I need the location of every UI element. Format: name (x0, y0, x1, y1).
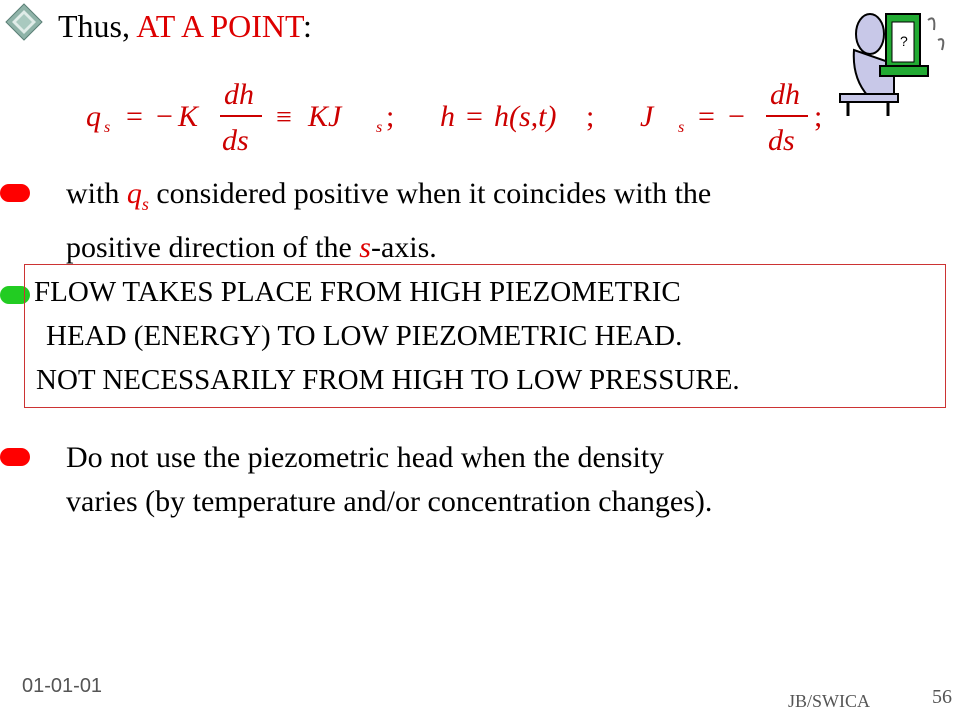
bullet-3-line-2: varies (by temperature and/or concentration changes). (66, 485, 713, 518)
eq-J: J (640, 100, 654, 133)
title-highlight: AT A POINT (136, 8, 303, 44)
eq-ds-2: ds (768, 124, 795, 157)
eq-K: K (178, 100, 199, 133)
person-at-computer-icon (824, 0, 960, 118)
eq-equiv: ≡ (276, 102, 292, 133)
eq-semicolon-2: ; (586, 100, 595, 133)
red-bullet-icon (0, 448, 30, 466)
eq-minus-1: − (156, 100, 173, 133)
bullet-1-text (66, 172, 711, 270)
bullet-3-line-1: Do not use the piezometric head when the density (66, 441, 665, 474)
svg-text:?: ? (900, 33, 908, 49)
title-suffix: : (302, 8, 312, 44)
eq-equals-3: = (698, 100, 715, 133)
eq-semicolon-1: ; (386, 100, 395, 133)
eq-J-sub-1: s (376, 119, 383, 136)
eq-h: h (440, 100, 455, 133)
bullet-1-line-2: positive direction of the s-axis. (66, 231, 437, 264)
eq-KJ: KJ (308, 100, 342, 133)
eq-J-sub-2: s (678, 119, 685, 136)
flux-equation (80, 74, 840, 160)
eq-minus-2: − (728, 100, 745, 133)
eq-semicolon-3: ; (814, 100, 823, 133)
footer-org: JB/SWICA (788, 691, 871, 711)
eq-dh-2: dh (770, 78, 800, 111)
flow-line-1: FLOW TAKES PLACE FROM HIGH PIEZOMETRIC (34, 276, 681, 308)
bullet-1-line-1: with $q_s$ considered positive when it coincides with the (66, 177, 712, 214)
eq-dh-1: dh (224, 78, 254, 111)
flow-line-3: NOT NECESSARILY FROM HIGH TO LOW PRESSURE. (36, 364, 740, 396)
eq-equals-2: = (466, 100, 483, 133)
footer-date: 01-01-01 (22, 675, 103, 697)
page-number: 56 (932, 686, 952, 708)
eq-h-func: h(s,t) (494, 100, 557, 133)
bullet-3-text (66, 436, 712, 524)
slide-title (58, 8, 312, 45)
eq-q-sub: s (104, 119, 111, 136)
title-prefix: Thus, (58, 8, 130, 44)
eq-ds-1: ds (222, 124, 249, 157)
eq-equals-1: = (126, 100, 143, 133)
diamond-bullet-icon (4, 2, 44, 42)
red-bullet-icon (0, 184, 30, 202)
eq-q: q (86, 100, 101, 133)
flow-line-2: HEAD (ENERGY) TO LOW PIEZOMETRIC HEAD. (46, 320, 683, 352)
